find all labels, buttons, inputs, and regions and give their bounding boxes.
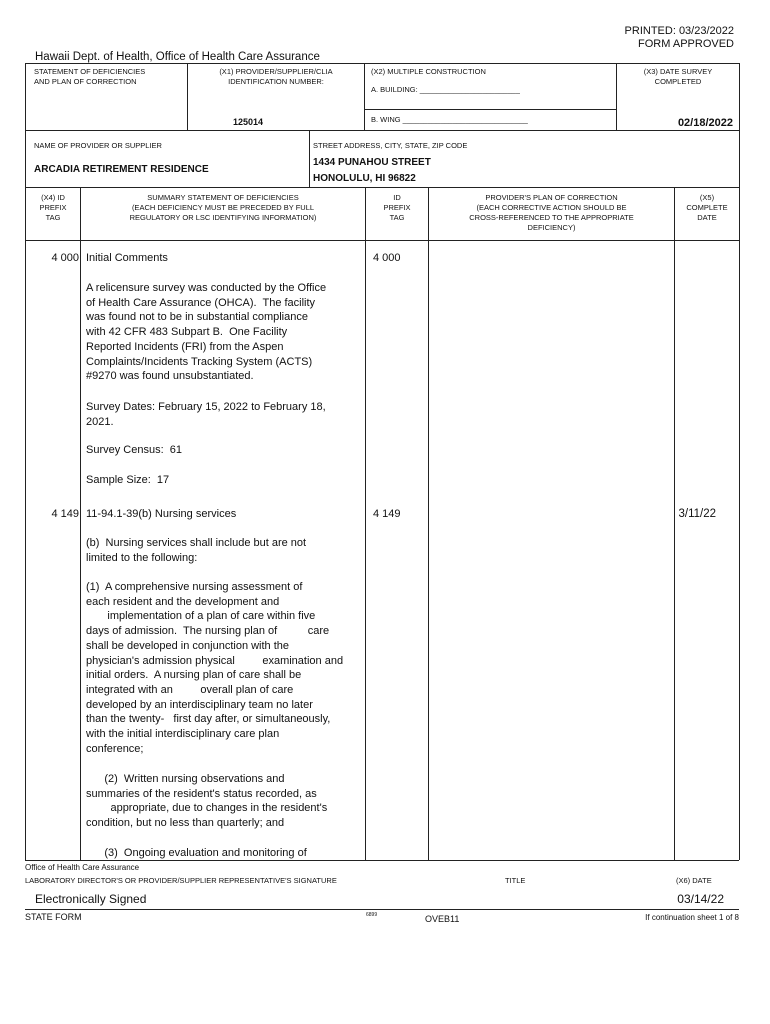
entry-title: Initial Comments bbox=[86, 252, 168, 264]
entry-title: 11-94.1-39(b) Nursing services bbox=[86, 508, 237, 520]
footer-office: Office of Health Care Assurance bbox=[25, 863, 140, 872]
electronic-signature: Electronically Signed bbox=[35, 892, 147, 906]
entry-paragraph: Sample Size: 17 bbox=[86, 474, 170, 486]
col-header-plan: PROVIDER'S PLAN OF CORRECTION (EACH CORRECTIVE ACTION SHOULD BE CROSS-REFERENCED TO THE APPROPRIATE DEFICIENCY) bbox=[469, 193, 634, 232]
x2-label: (X2) MULTIPLE CONSTRUCTION bbox=[371, 67, 486, 76]
entry-paragraph: A relicensure survey was conducted by the Office of Health Care Assurance (OHCA). The facility was found not to be in substantial compliance with 42 CFR 483 Subpart B. One Facility Reported Incidents (FRI) from the Aspen Complaints/Incidents Tracking System (ACTS) #9270 was found unsubstantiated. bbox=[86, 282, 327, 383]
col-header-x5: (X5) COMPLETE DATE bbox=[686, 193, 728, 222]
provider-name-label: NAME OF PROVIDER OR SUPPLIER bbox=[34, 141, 162, 150]
signature-label: LABORATORY DIRECTOR'S OR PROVIDER/SUPPLIER REPRESENTATIVE'S SIGNATURE bbox=[25, 876, 337, 885]
entry-paragraph: Survey Census: 61 bbox=[86, 444, 182, 456]
x6-date-label: (X6) DATE bbox=[676, 876, 712, 885]
entry-paragraph: (3) Ongoing evaluation and monitoring of bbox=[86, 847, 307, 859]
entry-paragraph: Survey Dates: February 15, 2022 to February 18, 2021. bbox=[86, 401, 326, 428]
entry-tag: 4 149 bbox=[51, 508, 79, 520]
x1-label: (X1) PROVIDER/SUPPLIER/CLIA IDENTIFICATION NUMBER: bbox=[219, 67, 333, 86]
provider-id-value: 125014 bbox=[232, 117, 264, 127]
statement-label: STATEMENT OF DEFICIENCIES AND PLAN OF CORRECTION bbox=[34, 67, 146, 86]
col-header-summary: SUMMARY STATEMENT OF DEFICIENCIES (EACH DEFICIENCY MUST BE PRECEDED BY FULL REGULATORY OR LSC IDENTIFYING INFORMATION) bbox=[129, 193, 317, 222]
title-label: TITLE bbox=[505, 876, 526, 885]
continuation-sheet: If continuation sheet 1 of 8 bbox=[645, 913, 739, 922]
wing-field: B. WING ______________________________ bbox=[371, 115, 528, 124]
entry-tag: 4 000 bbox=[51, 252, 79, 264]
entry-paragraph: (2) Written nursing observations and summaries of the resident's status recorded, as appropriate, due to changes in the resident's condition, but no less than quarterly; and bbox=[86, 773, 328, 830]
form-code: 6899 bbox=[366, 912, 378, 918]
agency-name: Hawaii Dept. of Health, Office of Health Care Assurance bbox=[35, 51, 320, 63]
entry-paragraph: (1) A comprehensive nursing assessment of each resident and the development and implementation of a plan of care within five days of admission. The nursing plan of care shall be developed in conjunction with the physician's admission physical examination and initial orders. A nursing plan of care shall be integrated with an overall plan of care developed by an interdisciplinary team no later than the twenty- first day after, or simultaneously, with the initial interdisciplinary care plan conference; bbox=[86, 581, 344, 755]
address-label: STREET ADDRESS, CITY, STATE, ZIP CODE bbox=[313, 141, 468, 150]
col-header-id: ID PREFIX TAG bbox=[383, 193, 411, 222]
signature-date: 03/14/22 bbox=[677, 892, 724, 906]
address-line2: HONOLULU, HI 96822 bbox=[313, 173, 416, 184]
survey-completed-date: 02/18/2022 bbox=[677, 117, 733, 129]
state-form-label: STATE FORM bbox=[25, 912, 82, 922]
entry-id-tag: 4 149 bbox=[373, 508, 401, 520]
entry-id-tag: 4 000 bbox=[373, 252, 401, 264]
col-header-x4: (X4) ID PREFIX TAG bbox=[39, 193, 67, 222]
x3-label: (X3) DATE SURVEY COMPLETED bbox=[643, 67, 713, 86]
entry-paragraph: (b) Nursing services shall include but are not limited to the following: bbox=[86, 537, 307, 564]
provider-name: ARCADIA RETIREMENT RESIDENCE bbox=[34, 164, 209, 175]
building-field: A. BUILDING: ________________________ bbox=[371, 85, 520, 94]
entry-complete-date: 3/11/22 bbox=[678, 508, 716, 520]
footer-rule bbox=[25, 909, 739, 910]
form-id: OVEB11 bbox=[425, 914, 460, 924]
printed-date: PRINTED: 03/23/2022 bbox=[624, 25, 734, 37]
address-line1: 1434 PUNAHOU STREET bbox=[313, 157, 431, 168]
form-approved: FORM APPROVED bbox=[638, 38, 734, 50]
